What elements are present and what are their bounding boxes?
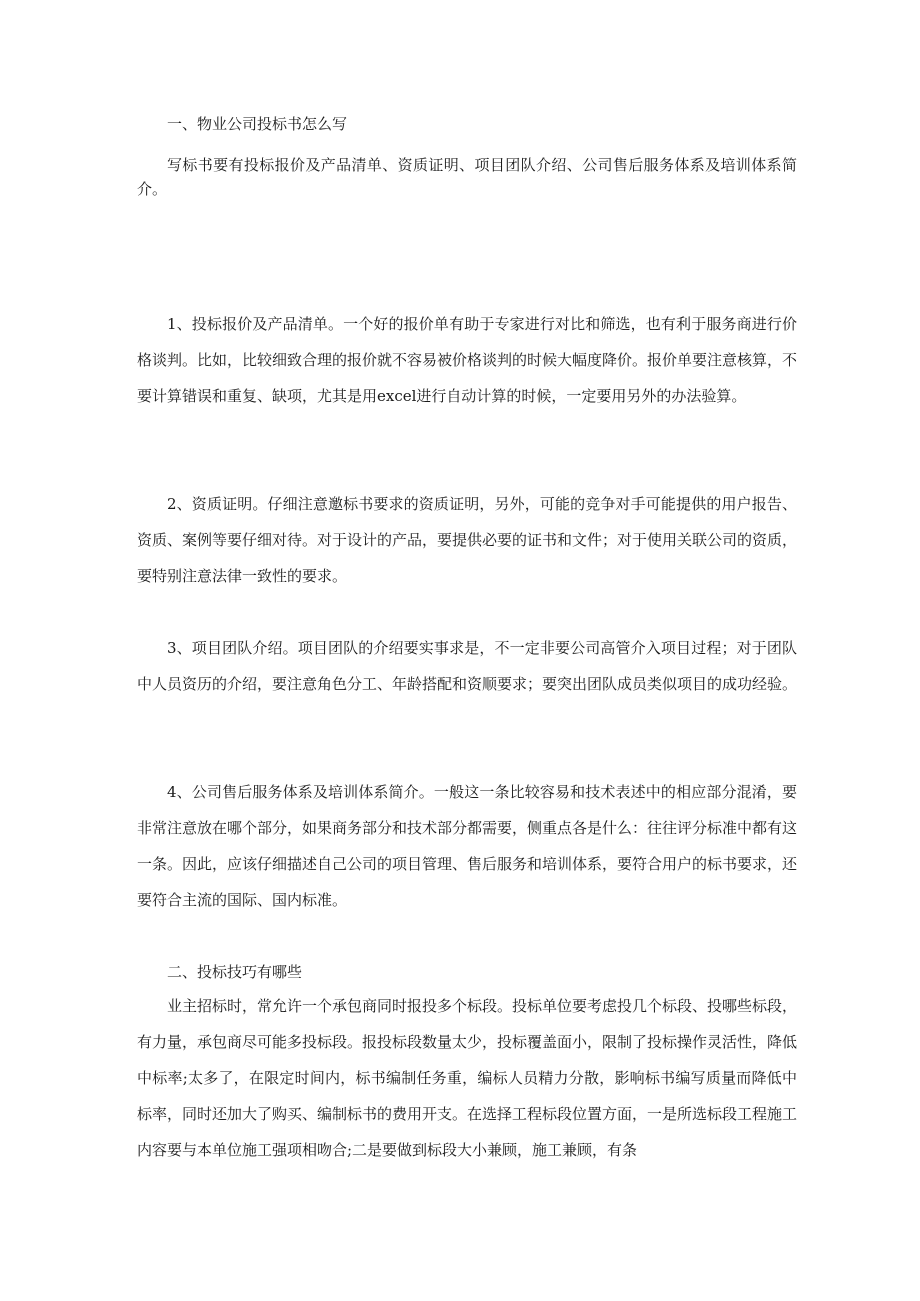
item-4-paragraph: 4、公司售后服务体系及培训体系简介。一般这一条比较容易和技术表述中的相应部分混淆，要非常注意放在哪个部分，如果商务部分和技术部分都需要，侧重点各是什么：往往评分标准中都有这一条。因此，应该仔细描述自己公司的项目管理、售后服务和培训体系，要符合用户的标书要求，还要符合主流的国际、国内标准。 [137, 783, 798, 909]
section2-heading: 二、投标技巧有哪些 [167, 963, 303, 981]
section1-heading: 一、物业公司投标书怎么写 [167, 115, 348, 133]
item-2-paragraph: 2、资质证明。仔细注意邀标书要求的资质证明，另外，可能的竞争对手可能提供的用户报告、资质、案例等要仔细对待。对于设计的产品，要提供必要的证书和文件；对于使用关联公司的资质，要特别注意法律一致性的要求。 [137, 495, 798, 585]
item-1-paragraph: 1、投标报价及产品清单。一个好的报价单有助于专家进行对比和筛选，也有利于服务商进行价格谈判。比如，比较细致合理的报价就不容易被价格谈判的时候大幅度降价。报价单要注意核算，不要计算错误和重复、缺项，尤其是用excel进行自动计算的时候，一定要用另外的办法验算。 [137, 315, 798, 405]
item-3-paragraph: 3、项目团队介绍。项目团队的介绍要实事求是，不一定非要公司高管介入项目过程；对于团队中人员资历的介绍，要注意角色分工、年龄搭配和资顺要求；要突出团队成员类似项目的成功经验。 [137, 639, 798, 693]
section2-body: 业主招标时，常允许一个承包商同时报投多个标段。投标单位要考虑投几个标段、投哪些标段，有力量，承包商尽可能多投标段。报投标段数量太少，投标覆盖面小，限制了投标操作灵活性，降低中标率;太多了，在限定时间内，标书编制任务重，编标人员精力分散，影响标书编写质量而降低中标率，同时还加大了购买、编制标书的费用开支。在选择工程标段位置方面，一是所选标段工程施工内容要与本单位施工强项相吻合;二是要做到标段大小兼顾，施工兼顾，有条 [137, 997, 798, 1159]
section1-intro: 写标书要有投标报价及产品清单、资质证明、项目团队介绍、公司售后服务体系及培训体系简介。 [137, 156, 797, 198]
